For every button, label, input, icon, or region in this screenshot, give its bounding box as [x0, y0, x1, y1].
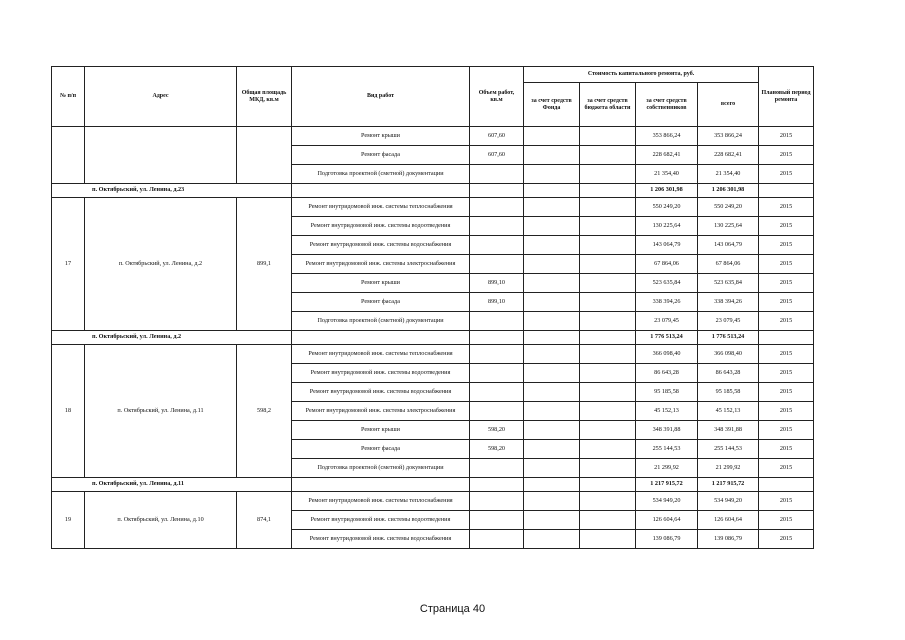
owners-cost-cell: 126 604,64	[636, 511, 698, 530]
owners-cost-cell: 353 866,24	[636, 127, 698, 146]
subtotal-owners: 1 217 915,72	[636, 478, 698, 492]
budget-cell	[580, 274, 636, 293]
fund-cell	[524, 440, 580, 459]
header-volume: Объем работ, кв.м	[470, 67, 524, 127]
volume-cell	[470, 383, 524, 402]
work-type-cell: Подготовка проектной (сметной) документации	[292, 312, 470, 331]
header-budget: за счет средств бюджета области	[580, 83, 636, 127]
work-type-cell: Ремонт крыши	[292, 274, 470, 293]
total-cost-cell: 353 866,24	[698, 127, 759, 146]
volume-cell: 899,10	[470, 293, 524, 312]
total-cost-cell: 95 185,58	[698, 383, 759, 402]
period-cell: 2015	[759, 530, 814, 549]
owners-cost-cell: 143 064,79	[636, 236, 698, 255]
total-cost-cell: 45 152,13	[698, 402, 759, 421]
table-header	[52, 67, 814, 127]
budget-cell	[580, 184, 636, 198]
volume-cell	[470, 478, 524, 492]
period-cell: 2015	[759, 421, 814, 440]
work-type-cell: Ремонт внутридомовой инж. системы теплоснабжения	[292, 345, 470, 364]
total-cost-cell: 366 098,40	[698, 345, 759, 364]
budget-cell	[580, 459, 636, 478]
owners-cost-cell: 228 682,41	[636, 146, 698, 165]
header-fund: за счет средств Фонда	[524, 83, 580, 127]
total-cost-cell: 143 064,79	[698, 236, 759, 255]
fund-cell	[524, 345, 580, 364]
budget-cell	[580, 217, 636, 236]
work-type-cell: Ремонт внутридомовой инж. системы водоотведения	[292, 217, 470, 236]
period-cell: 2015	[759, 255, 814, 274]
period-cell: 2015	[759, 511, 814, 530]
owners-cost-cell: 45 152,13	[636, 402, 698, 421]
total-cost-cell: 228 682,41	[698, 146, 759, 165]
total-cost-cell: 139 086,79	[698, 530, 759, 549]
period-cell: 2015	[759, 364, 814, 383]
work-type-cell: Ремонт внутридомовой инж. системы электроснабжения	[292, 402, 470, 421]
period-cell: 2015	[759, 312, 814, 331]
volume-cell	[470, 511, 524, 530]
total-cost-cell: 23 079,45	[698, 312, 759, 331]
budget-cell	[580, 198, 636, 217]
volume-cell	[470, 331, 524, 345]
total-cost-cell: 130 225,64	[698, 217, 759, 236]
table-row	[52, 492, 814, 511]
owners-cost-cell: 139 086,79	[636, 530, 698, 549]
owners-cost-cell: 348 391,88	[636, 421, 698, 440]
period-cell: 2015	[759, 146, 814, 165]
work-type-cell: Ремонт внутридомовой инж. системы электроснабжения	[292, 255, 470, 274]
fund-cell	[524, 146, 580, 165]
budget-cell	[580, 345, 636, 364]
num-cell	[52, 127, 85, 184]
owners-cost-cell: 550 249,20	[636, 198, 698, 217]
fund-cell	[524, 478, 580, 492]
num-cell: 17	[52, 198, 85, 331]
num-cell: 18	[52, 345, 85, 478]
owners-cost-cell: 338 394,26	[636, 293, 698, 312]
header-num: № п/п	[52, 67, 85, 127]
work-type-cell: Ремонт крыши	[292, 127, 470, 146]
capital-repair-table	[51, 66, 814, 549]
work-type-cell: Ремонт фасада	[292, 146, 470, 165]
volume-cell: 598,20	[470, 421, 524, 440]
owners-cost-cell: 366 098,40	[636, 345, 698, 364]
subtotal-address: п. Октябрьский, ул. Ленина, д.2	[52, 331, 292, 345]
volume-cell	[470, 492, 524, 511]
period-cell: 2015	[759, 236, 814, 255]
volume-cell	[470, 402, 524, 421]
total-cost-cell: 348 391,88	[698, 421, 759, 440]
table-body	[52, 127, 814, 549]
work-type-cell: Подготовка проектной (сметной) документации	[292, 459, 470, 478]
work-type-cell	[292, 331, 470, 345]
table-row	[52, 345, 814, 364]
header-owners: за счет средств собственников	[636, 83, 698, 127]
owners-cost-cell: 130 225,64	[636, 217, 698, 236]
header-area: Общая площадь МКД, кв.м	[237, 67, 292, 127]
period-cell: 2015	[759, 165, 814, 184]
volume-cell	[470, 198, 524, 217]
period-cell: 2015	[759, 217, 814, 236]
period-cell	[759, 478, 814, 492]
work-type-cell: Ремонт внутридомовой инж. системы теплоснабжения	[292, 492, 470, 511]
budget-cell	[580, 383, 636, 402]
budget-cell	[580, 492, 636, 511]
volume-cell	[470, 184, 524, 198]
work-type-cell: Ремонт внутридомовой инж. системы теплоснабжения	[292, 198, 470, 217]
subtotal-total: 1 206 301,98	[698, 184, 759, 198]
address-cell: п. Октябрьский, ул. Ленина, д.10	[85, 492, 237, 549]
fund-cell	[524, 312, 580, 331]
fund-cell	[524, 421, 580, 440]
volume-cell: 607,60	[470, 146, 524, 165]
header-period: Плановый период ремонта	[759, 67, 814, 127]
budget-cell	[580, 440, 636, 459]
work-type-cell	[292, 184, 470, 198]
budget-cell	[580, 511, 636, 530]
volume-cell	[470, 217, 524, 236]
header-address: Адрес	[85, 67, 237, 127]
work-type-cell: Ремонт крыши	[292, 421, 470, 440]
volume-cell: 899,10	[470, 274, 524, 293]
address-cell: п. Октябрьский, ул. Ленина, д.11	[85, 345, 237, 478]
total-cost-cell: 534 949,20	[698, 492, 759, 511]
volume-cell: 607,60	[470, 127, 524, 146]
address-cell	[85, 127, 237, 184]
owners-cost-cell: 21 299,92	[636, 459, 698, 478]
fund-cell	[524, 165, 580, 184]
volume-cell	[470, 236, 524, 255]
budget-cell	[580, 331, 636, 345]
total-cost-cell: 126 604,64	[698, 511, 759, 530]
work-type-cell: Ремонт фасада	[292, 293, 470, 312]
num-cell: 19	[52, 492, 85, 549]
owners-cost-cell: 534 949,20	[636, 492, 698, 511]
page-number: Страница 40	[419, 603, 486, 615]
volume-cell	[470, 255, 524, 274]
total-cost-cell: 21 299,92	[698, 459, 759, 478]
header-total: всего	[698, 83, 759, 127]
fund-cell	[524, 184, 580, 198]
subtotal-address: п. Октябрьский, ул. Ленина, д.23	[52, 184, 292, 198]
subtotal-total: 1 217 915,72	[698, 478, 759, 492]
area-cell: 598,2	[237, 345, 292, 478]
period-cell	[759, 331, 814, 345]
budget-cell	[580, 165, 636, 184]
header-work-type: Вид работ	[292, 67, 470, 127]
total-cost-cell: 255 144,53	[698, 440, 759, 459]
area-cell: 874,1	[237, 492, 292, 549]
volume-cell	[470, 345, 524, 364]
work-type-cell: Ремонт внутридомовой инж. системы водоотведения	[292, 364, 470, 383]
fund-cell	[524, 236, 580, 255]
fund-cell	[524, 530, 580, 549]
area-cell	[237, 127, 292, 184]
budget-cell	[580, 530, 636, 549]
period-cell: 2015	[759, 293, 814, 312]
fund-cell	[524, 293, 580, 312]
owners-cost-cell: 95 185,58	[636, 383, 698, 402]
period-cell: 2015	[759, 459, 814, 478]
period-cell: 2015	[759, 274, 814, 293]
subtotal-row	[52, 478, 814, 492]
budget-cell	[580, 255, 636, 274]
work-type-cell: Ремонт внутридомовой инж. системы водоснабжения	[292, 530, 470, 549]
work-type-cell: Ремонт фасада	[292, 440, 470, 459]
volume-cell	[470, 364, 524, 383]
fund-cell	[524, 459, 580, 478]
total-cost-cell: 523 635,84	[698, 274, 759, 293]
budget-cell	[580, 293, 636, 312]
budget-cell	[580, 312, 636, 331]
budget-cell	[580, 421, 636, 440]
owners-cost-cell: 67 864,06	[636, 255, 698, 274]
fund-cell	[524, 274, 580, 293]
owners-cost-cell: 255 144,53	[636, 440, 698, 459]
period-cell: 2015	[759, 440, 814, 459]
fund-cell	[524, 331, 580, 345]
owners-cost-cell: 23 079,45	[636, 312, 698, 331]
fund-cell	[524, 127, 580, 146]
address-cell: п. Октябрьский, ул. Ленина, д.2	[85, 198, 237, 331]
period-cell: 2015	[759, 492, 814, 511]
total-cost-cell: 86 643,28	[698, 364, 759, 383]
volume-cell	[470, 459, 524, 478]
volume-cell	[470, 530, 524, 549]
owners-cost-cell: 21 354,40	[636, 165, 698, 184]
fund-cell	[524, 402, 580, 421]
header-cost-group: Стоимость капитального ремонта, руб.	[524, 67, 759, 83]
period-cell: 2015	[759, 345, 814, 364]
budget-cell	[580, 146, 636, 165]
subtotal-address: п. Октябрьский, ул. Ленина, д.11	[52, 478, 292, 492]
work-type-cell: Ремонт внутридомовой инж. системы водоснабжения	[292, 383, 470, 402]
subtotal-row	[52, 331, 814, 345]
volume-cell	[470, 312, 524, 331]
budget-cell	[580, 236, 636, 255]
area-cell: 899,1	[237, 198, 292, 331]
budget-cell	[580, 402, 636, 421]
fund-cell	[524, 492, 580, 511]
subtotal-owners: 1 206 301,98	[636, 184, 698, 198]
period-cell	[759, 184, 814, 198]
fund-cell	[524, 217, 580, 236]
table-row	[52, 198, 814, 217]
budget-cell	[580, 364, 636, 383]
budget-cell	[580, 478, 636, 492]
budget-cell	[580, 127, 636, 146]
work-type-cell: Подготовка проектной (сметной) документации	[292, 165, 470, 184]
work-type-cell	[292, 478, 470, 492]
period-cell: 2015	[759, 198, 814, 217]
total-cost-cell: 67 864,06	[698, 255, 759, 274]
volume-cell	[470, 165, 524, 184]
volume-cell: 598,20	[470, 440, 524, 459]
work-type-cell: Ремонт внутридомовой инж. системы водоотведения	[292, 511, 470, 530]
fund-cell	[524, 364, 580, 383]
subtotal-total: 1 776 513,24	[698, 331, 759, 345]
subtotal-row	[52, 184, 814, 198]
fund-cell	[524, 255, 580, 274]
period-cell: 2015	[759, 402, 814, 421]
fund-cell	[524, 383, 580, 402]
work-type-cell: Ремонт внутридомовой инж. системы водоснабжения	[292, 236, 470, 255]
owners-cost-cell: 523 635,84	[636, 274, 698, 293]
subtotal-owners: 1 776 513,24	[636, 331, 698, 345]
table-row	[52, 127, 814, 146]
fund-cell	[524, 511, 580, 530]
total-cost-cell: 338 394,26	[698, 293, 759, 312]
fund-cell	[524, 198, 580, 217]
owners-cost-cell: 86 643,28	[636, 364, 698, 383]
period-cell: 2015	[759, 383, 814, 402]
period-cell: 2015	[759, 127, 814, 146]
total-cost-cell: 550 249,20	[698, 198, 759, 217]
total-cost-cell: 21 354,40	[698, 165, 759, 184]
